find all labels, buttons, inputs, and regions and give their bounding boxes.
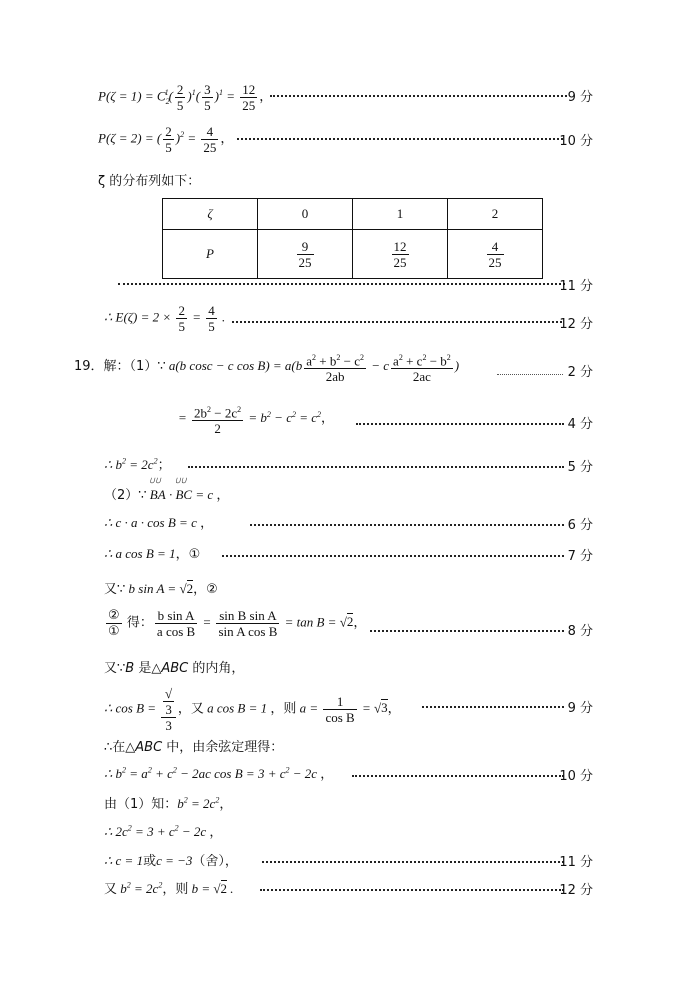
table-cell-p2: $\frac{4}{25}$ — [448, 230, 543, 279]
q19-line-4: （2）∵ ⋃⋃ BA · ⋃⋃ BC = c ， — [104, 484, 229, 503]
p1-formula: $P(\zeta = 1) = C_2^1$( $\frac{2}{5}$ )$^1$( $\frac{3}{5}$ )$^1$ = $\frac{12}{25}$ ， — [98, 82, 273, 113]
q19-line-15: ∴ c = 1或c = −3（舍）， — [104, 853, 238, 869]
dotted-leader — [262, 861, 564, 863]
score-6: 6 分 — [567, 518, 593, 533]
q19-line-2: = $\frac{2b^2 - 2c^2}{2}$ = $b^2 - c^2 = c^2$， — [178, 402, 334, 436]
table-header-1: 1 — [353, 199, 448, 230]
dotted-leader — [237, 138, 563, 140]
q19-line-6: ∴ a cos B = 1，① — [104, 546, 201, 562]
dotted-leader — [232, 321, 562, 323]
dotted-leader — [260, 889, 564, 891]
q19-line-1: 19．解：（1）∵ a(b cosc − c cos B) = a(b $\frac{a^2 + b^2 - c^2}{2ab}$ − c $\frac{a^2 + c^2 - b^2}{2ac}$ ) — [74, 350, 459, 384]
dotted-leader — [188, 466, 564, 468]
q19-line-5: ∴ c · a · cos B = c ， — [104, 515, 214, 531]
score-2: 2 分 — [567, 365, 593, 380]
q19-line-12: ∴ $b^2 = a^2 + c^2 - 2ac$ $\cos B = 3 + c^2 - 2c$ ， — [104, 765, 334, 782]
q19-line-14: ∴ $2c^2 = 3 + c^2 - 2c$ ， — [104, 823, 223, 840]
score-10b: 10 分 — [559, 769, 593, 784]
score-9: 9 分 — [567, 90, 593, 105]
distribution-intro: ζ 的分布列如下： — [98, 174, 201, 189]
dotted-leader — [422, 706, 564, 708]
dotted-leader — [222, 555, 564, 557]
distribution-table — [162, 198, 543, 279]
table-header-0: 0 — [258, 199, 353, 230]
q19-line-10: ∴ cos B = √ 3 3 ，又 a cos B = 1 ，则 a = $\frac{1}{\text{cos B}}$ = √3， — [104, 686, 401, 733]
q19-line-11: ∴在△ABC 中，由余弦定理得： — [104, 740, 284, 755]
q19-line-8: $\frac{\text{②}}{\text{①}}$ 得： $\frac{\text{b sin A}}{\text{a cos B}}$ = $\frac{\text{sin B sin A}}{\text{sin A cos B}}$ = tan B = √2， — [108, 608, 367, 639]
dotted-leader — [370, 630, 564, 632]
q19-line-3: ∴ $b^2 = 2c^2$； — [104, 456, 171, 473]
score-4: 4 分 — [567, 417, 593, 432]
table-row-label: P — [163, 230, 258, 279]
q19-line-9: 又∵B 是△ABC 的内角， — [104, 661, 245, 676]
score-8: 8 分 — [567, 624, 593, 639]
score-11b: 11 分 — [559, 855, 593, 870]
dotted-leader — [352, 775, 564, 777]
score-7: 7 分 — [567, 549, 593, 564]
score-11: 11 分 — [559, 279, 593, 294]
score-9b: 9 分 — [567, 701, 593, 716]
score-5: 5 分 — [567, 460, 593, 475]
score-12b: 12 分 — [559, 883, 593, 898]
score-10: 10 分 — [559, 134, 593, 149]
q19-line-16: 又 $b^2 = 2c^2$，则 b = √2 . — [104, 880, 234, 897]
table-cell-p1: $\frac{12}{25}$ — [353, 230, 448, 279]
q19-line-13: 由（1）知：$b^2 = 2c^2$， — [104, 795, 233, 812]
table-cell-p0: $\frac{9}{25}$ — [258, 230, 353, 279]
dotted-leader — [497, 374, 563, 375]
dotted-leader — [250, 524, 564, 526]
expected-value: ∴ E(ζ) = 2 × $\frac{2}{5}$ = $\frac{4}{5}$ . — [104, 303, 226, 334]
table-header-2: 2 — [448, 199, 543, 230]
q19-line-7: 又∵ b sin A = √2，② — [104, 581, 218, 597]
p2-formula: P(ζ = 2) = ( $\frac{2}{5}$ )$^2$ = $\frac{4}{25}$ ， — [98, 124, 234, 155]
dotted-leader — [118, 283, 565, 285]
dotted-leader — [356, 423, 564, 425]
dotted-leader — [270, 95, 567, 97]
table-header-zeta: ζ — [163, 199, 258, 230]
score-12: 12 分 — [559, 317, 593, 332]
